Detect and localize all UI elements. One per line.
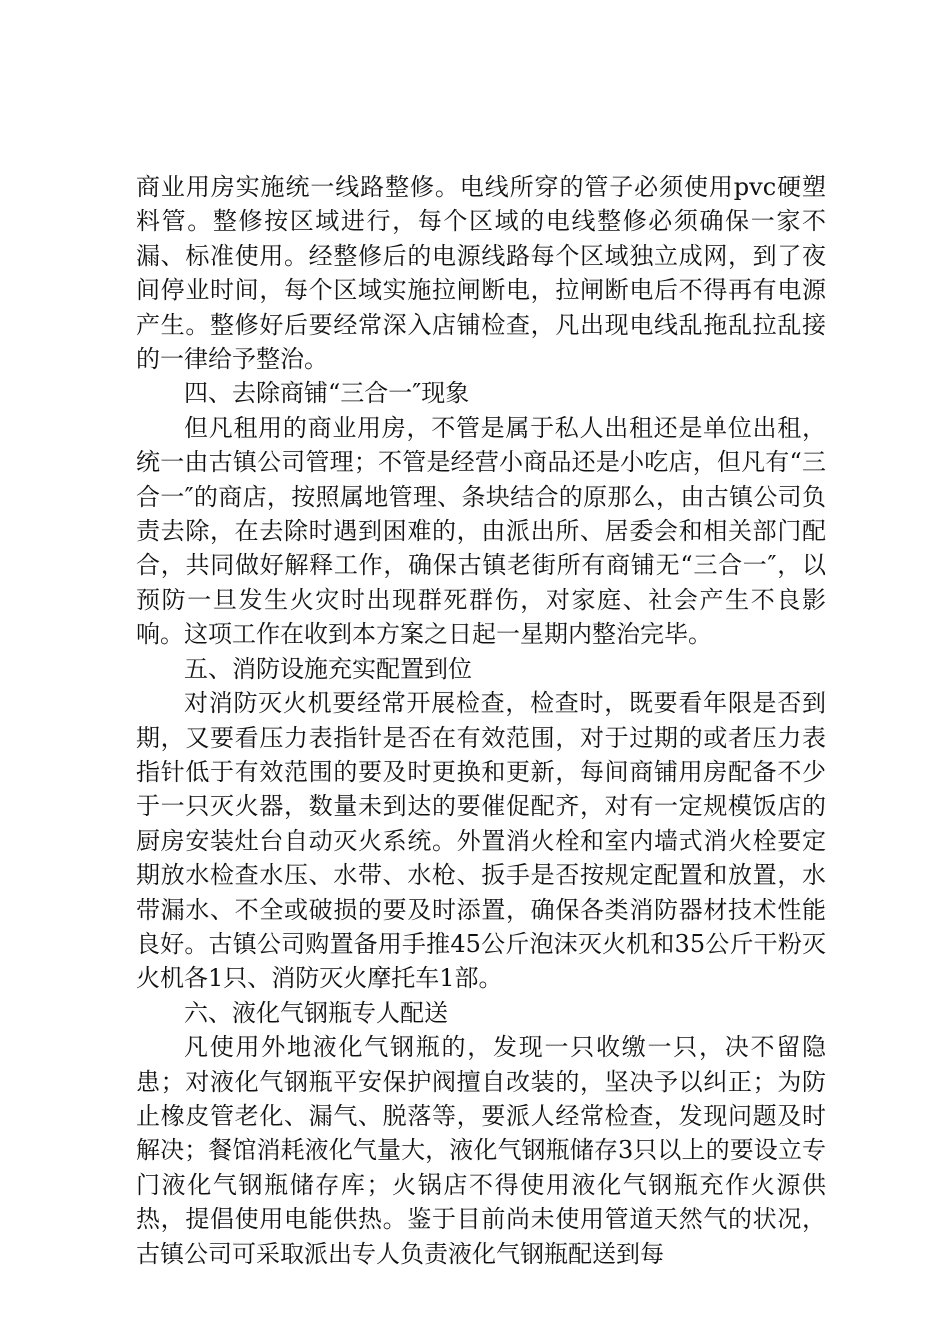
paragraph-wiring-continuation: 商业用房实施统一线路整修。电线所穿的管子必须使用pvc硬塑料管。整修按区域进行，每个区域的电线整修必须确保一家不漏、标准使用。经整修后的电源线路每个区域独立成网，到了夜间停业时间，每个区域实施拉闸断电，拉闸断电后不得再有电源产生。整修好后要经常深入店铺检查，凡出现电线乱拖乱拉乱接的一律给予整治。 bbox=[136, 173, 826, 374]
paragraph-three-in-one: 但凡租用的商业用房，不管是属于私人出租还是单位出租，统一由古镇公司管理；不管是经营小商品还是小吃店，但凡有“三合一″的商店，按照属地管理、条块结合的原那么，由古镇公司负责去除，在去除时遇到困难的，由派出所、居委会和相关部门配合，共同做好解释工作，确保古镇老街所有商铺无“三合一″，以预防一旦发生火灾时出现群死群伤，对家庭、社会产生不良影响。这项工作在收到本方案之日起一星期内整治完毕。 bbox=[136, 413, 826, 649]
paragraph-gas-cylinders: 凡使用外地液化气钢瓶的，发现一只收缴一只，决不留隐患；对液化气钢瓶平安保护阀擅自改装的，坚决予以纠正；为防止橡皮管老化、漏气、脱落等，要派人经常检查，发现问题及时解决；餐馆消耗液化气量大，液化气钢瓶储存3只以上的要设立专门液化气钢瓶储存库；火锅店不得使用液化气钢瓶充作火源供热，提倡使用电能供热。鉴于目前尚未使用管道天然气的状况，古镇公司可采取派出专人负责液化气钢瓶配送到每 bbox=[136, 1033, 826, 1268]
paragraph-fire-equipment: 对消防灭火机要经常开展检查，检查时，既要看年限是否到期，又要看压力表指针是否在有效范围，对于过期的或者压力表指针低于有效范围的要及时更换和更新，每间商铺用房配备不少于一只灭火器，数量未到达的要催促配齐，对有一定规模饭店的厨房安装灶台自动灭火系统。外置消火栓和室内墙式消火栓要定期放水检查水压、水带、水枪、扳手是否按规定配置和放置，水带漏水、不全或破损的要及时添置，确保各类消防器材技术性能良好。古镇公司购置备用手推45公斤泡沫灭火机和35公斤干粉灭火机各1只、消防灭火摩托车1部。 bbox=[136, 689, 826, 993]
section-heading-6: 六、液化气钢瓶专人配送 bbox=[184, 998, 448, 1027]
document-page bbox=[136, 170, 826, 1271]
section-heading-5: 五、消防设施充实配置到位 bbox=[184, 654, 472, 683]
section-heading-4: 四、去除商铺“三合一″现象 bbox=[184, 379, 470, 408]
